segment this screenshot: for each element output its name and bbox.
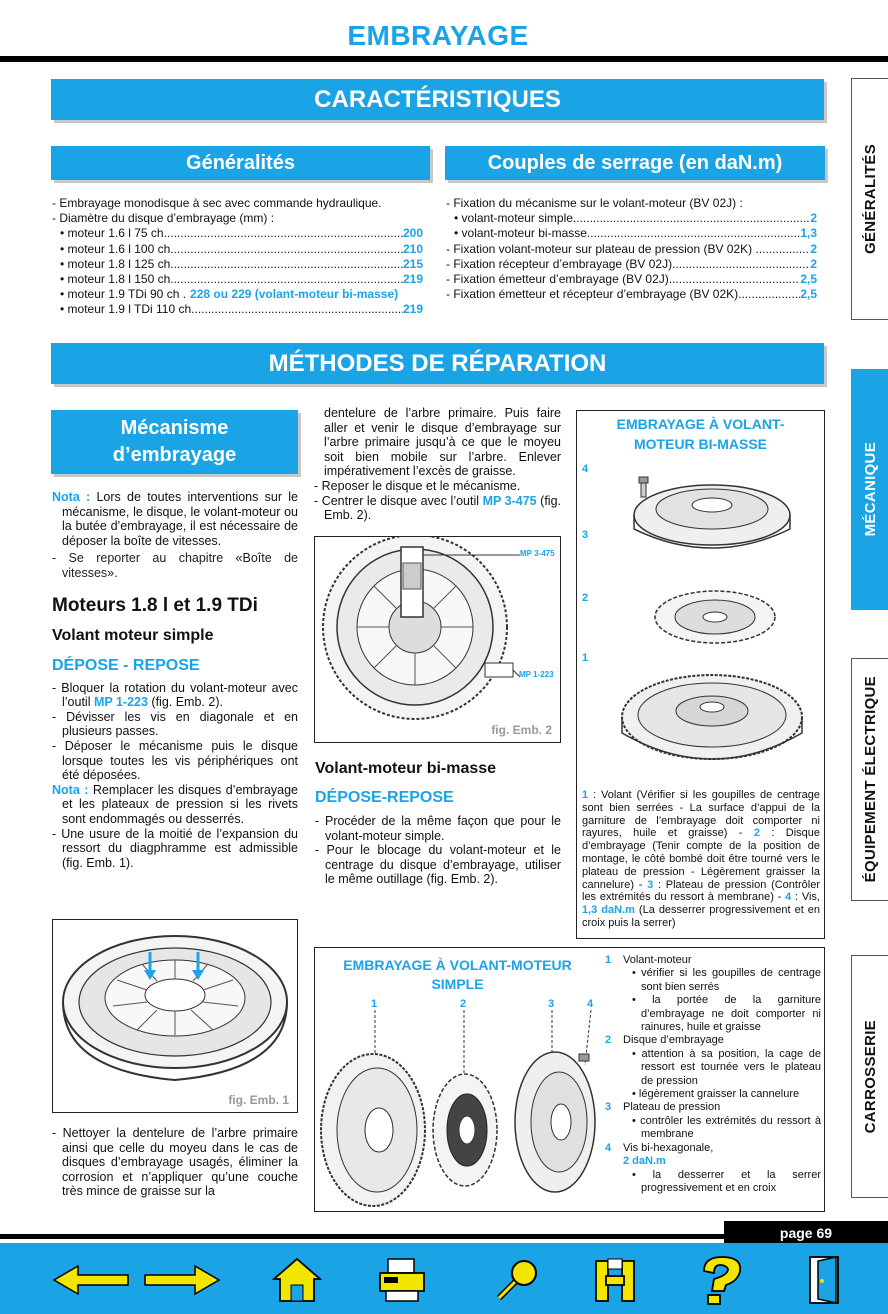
page-title: EMBRAYAGE (347, 20, 529, 51)
bimasse-torque: 1,3 daN.m (582, 904, 635, 917)
simple-legend-sub: • attention à sa position, la cage de ressort est tournée vers le plateau de pression (632, 1047, 821, 1087)
bimasse-title-1: EMBRAYAGE À VOLANT- (616, 416, 785, 432)
search-icon[interactable] (494, 1257, 542, 1303)
box-simple (314, 947, 825, 1212)
gen-line2: - Diamètre du disque d’embrayage (mm) : (52, 211, 275, 226)
bimasse-num-1: 1 (582, 652, 589, 664)
couples-list (446, 196, 817, 302)
gen-item-value: 219 (402, 272, 423, 287)
moteurs-heading: Moteurs 1.8 l et 1.9 TDi (52, 594, 258, 616)
help-icon[interactable] (692, 1255, 748, 1305)
gen-item-value: 215 (402, 256, 423, 271)
section-caracteristiques: CARACTÉRISTIQUES (51, 79, 824, 120)
fig2-caption: fig. Emb. 2 (491, 723, 552, 737)
simple-num-2: 2 (460, 998, 467, 1010)
tab-mecanique[interactable]: MÉCANIQUE (851, 369, 888, 610)
simple-legend-num: 3 (605, 1101, 612, 1114)
simple-legend-num: 4 (605, 1141, 612, 1154)
heading-generalites: Généralités (51, 146, 430, 180)
gen-item-label: • moteur 1.8 l 150 ch (60, 272, 171, 287)
middle-column-top (314, 406, 561, 523)
bimasse-legend-text: : Vis, (791, 891, 820, 904)
simple-legend-sub: • la desserrer et la serrer progressivement et en croix (632, 1168, 821, 1194)
couple-item-value: 2 (810, 211, 817, 226)
bimasse-legend-text: : Volant (Vérifier si les goupilles de centrage sont bien serrées - La surface d’appui de la garniture de l’embrayage doit comporter ni rayures, huile et graisse) - (582, 789, 820, 840)
header-rule (0, 56, 888, 62)
couple-item (446, 211, 817, 226)
simple-legend-sub: • la portée de la garniture d’embrayage ne doit comporter ni rainures, huile et graisse (632, 994, 821, 1034)
arrow-left-icon[interactable] (52, 1263, 130, 1297)
gen-item (60, 287, 423, 302)
couple-item-label: • volant-moteur bi-masse (454, 226, 587, 241)
couple-item (446, 272, 817, 287)
couple-item-value: 1,3 (800, 226, 817, 241)
simple-legend-sub: • vérifier si les goupilles de centrage sont bien serrés (632, 967, 821, 993)
box-bimasse (576, 410, 825, 939)
left-column (52, 490, 298, 870)
centering-tool-illustration (315, 537, 559, 741)
step-nettoyer: - Nettoyer la dentelure de l’arbre primaire ainsi que celle du moyeu dans le cas de disques d’embrayage usagés, éliminer la corrosion et n’appliquer qu’une couche très mince de graisse sur la (52, 1126, 298, 1199)
gen-item-label: • moteur 1.9 l TDi 110 ch (60, 302, 192, 317)
bimasse-legend-num: 4 (785, 891, 792, 904)
bimasse-legend (582, 789, 820, 930)
index-icon[interactable] (592, 1257, 640, 1303)
couple-item-label: - Fixation émetteur d’embrayage (BV 02J) (446, 272, 669, 287)
bimasse-exploded-illustration (587, 457, 817, 783)
fig2-label-mp1223: MP 1-223 (519, 670, 554, 679)
heading-mecanisme: Mécanisme d’embrayage (51, 410, 298, 474)
simple-legend-item (605, 954, 821, 1034)
page-number: page 69 (724, 1221, 888, 1245)
couple-item (446, 287, 817, 302)
simple-num-1: 1 (371, 998, 378, 1010)
bimasse-heading: Volant-moteur bi-masse (315, 760, 497, 777)
simple-legend-item (605, 1101, 821, 1141)
simple-legend-title: Plateau de pression (623, 1101, 721, 1114)
bimasse-legend-text: : Disque d’embrayage (Tenir compte de la position de montage, le côté bombé doit être tourné vers le plateau de pression - Légèrement graisser la cannelure) - (582, 827, 821, 891)
bimasse-depose-heading: DÉPOSE-REPOSE (315, 789, 454, 806)
generalites-list (52, 196, 423, 318)
step-blocage: - Pour le blocage du volant-moteur et le centrage du disque d’embrayage, utiliser le même outillage (fig. Emb. 2). (315, 843, 561, 887)
bimasse-num-2: 2 (582, 592, 589, 604)
couple-item-value: 2 (810, 241, 817, 256)
simple-legend-title: Volant-moteur (623, 954, 692, 966)
figure-emb-1 (52, 919, 298, 1113)
gen-item-value: 210 (402, 241, 423, 256)
volant-simple-heading: Volant moteur simple (52, 626, 214, 644)
depose-repose-heading: DÉPOSE - REPOSE (52, 656, 200, 674)
simple-num-3: 3 (548, 998, 555, 1010)
exit-icon[interactable] (806, 1255, 842, 1305)
bimasse-num-3: 3 (582, 529, 589, 541)
pressure-plate-illustration (53, 920, 296, 1110)
section-methodes: MÉTHODES DE RÉPARATION (51, 343, 824, 384)
couples-line1: - Fixation du mécanisme sur le volant-moteur (BV 02J) : (446, 196, 743, 210)
gen-line1: - Embrayage monodisque à sec avec commande hydraulique. (52, 196, 382, 210)
tab-carrosserie[interactable]: CARROSSERIE (851, 955, 888, 1198)
couple-item-value: 2,5 (800, 287, 817, 302)
gen-item (60, 302, 423, 317)
bimasse-legend-text: : Plateau de pression (Contrôler les extrémités du ressort à membrane) - (582, 878, 820, 904)
couple-item-label: - Fixation volant-moteur sur plateau de pression (BV 02K) .. (446, 241, 763, 256)
heading-couples: Couples de serrage (en daN.m) (445, 146, 825, 180)
gen-item (60, 257, 423, 272)
gen-item (60, 272, 423, 287)
middle-column-bottom (315, 760, 561, 887)
simple-num-4: 4 (587, 998, 594, 1010)
figure-emb-2 (314, 536, 561, 743)
simple-legend-item (605, 1142, 821, 1196)
couple-item-label: • volant-moteur simple (454, 211, 573, 226)
nota-2: Nota : Remplacer les disques d’embrayage et les plateaux de pression si les rivets sont endommagés ou desserrés. (52, 782, 298, 826)
gen-item-value: 219 (402, 302, 423, 317)
fig2-label-mp3475: MP 3-475 (520, 549, 555, 558)
simple-legend-title: Disque d’embrayage (623, 1034, 724, 1047)
gen-item-label: • moteur 1.6 l 75 ch (60, 226, 164, 241)
gen-item-label: • moteur 1.8 l 125 ch (60, 256, 171, 271)
bimasse-legend-num: 2 (753, 827, 760, 840)
step-usure: - Une usure de la moitié de l’expansion du ressort du diagphramme est admissible (fig. Emb. 1). (52, 826, 298, 870)
simple-legend-sub: • contrôler les extrémités du ressort à membrane (632, 1114, 821, 1141)
simple-legend-sub: • légèrement graisser la cannelure (632, 1088, 800, 1101)
couple-item (446, 226, 817, 241)
bimasse-legend-num: 3 (647, 878, 654, 891)
gen-item-label: • moteur 1.9 TDi 90 ch . (60, 287, 187, 302)
gen-item-value: 228 ou 229 (volant-moteur bi-masse) (190, 287, 399, 302)
home-icon[interactable] (272, 1257, 322, 1303)
screw-shape (639, 477, 648, 497)
arrow-right-icon[interactable] (143, 1263, 221, 1297)
step-devisser: - Dévisser les vis en diagonale et en plusieurs passes. (52, 709, 298, 739)
step-reposer: - Reposer le disque et le mécanisme. (314, 478, 521, 493)
navigation-bar (0, 1243, 888, 1314)
simple-legend-num: 1 (605, 954, 612, 966)
couple-item-label: - Fixation récepteur d’embrayage (BV 02J) (446, 256, 673, 271)
simple-exploded-illustration (317, 1010, 607, 1210)
print-icon[interactable] (378, 1257, 426, 1303)
couple-item-label: - Fixation émetteur et récepteur d’embrayage (BV 02K).... (446, 287, 752, 302)
tab-equipement-electrique[interactable]: ÉQUIPEMENT ÉLECTRIQUE (851, 658, 888, 901)
nota-1: Nota : Lors de toutes interventions sur le mécanisme, le disque, le volant-moteur ou la butée d’embrayage, il est nécessaire de déposer la boîte de vitesses. (52, 490, 298, 548)
simple-title-1: EMBRAYAGE À VOLANT-MOTEUR (343, 957, 572, 973)
bimasse-legend-tail: (La desserrer progressivement et en croix puis la serrer) (582, 904, 820, 929)
couple-item-value: 2 (810, 256, 817, 271)
simple-legend (605, 954, 821, 1195)
reporter-text: - Se reporter au chapitre «Boîte de vitesses». (52, 551, 298, 580)
gen-item-label: • moteur 1.6 l 100 ch (60, 241, 171, 256)
simple-title-2: SIMPLE (431, 976, 484, 992)
bimasse-legend-num: 1 (582, 789, 589, 801)
dentelure-cont: dentelure de l’arbre primaire. Puis faire aller et venir le disque d’embrayage sur l’arbre primaire jusqu’à ce que le moyeu soit bien mobile sur l’arbre. Enlever impérativement l’excès de graisse. (324, 406, 561, 479)
step-centrer: - Centrer le disque avec l’outil MP 3-475 (fig. Emb. 2). (314, 493, 562, 523)
step-deposer: - Déposer le mécanisme puis le disque lorsque toutes les vis périphériques ont été déposées. (52, 738, 298, 783)
simple-legend-torque: 2 daN.m (623, 1155, 666, 1168)
gen-item (60, 226, 423, 241)
gen-item-value: 200 (402, 226, 423, 241)
couple-item (446, 257, 817, 272)
simple-legend-num: 2 (605, 1034, 612, 1047)
fig1-caption: fig. Emb. 1 (228, 1093, 289, 1107)
bimasse-title-2: MOTEUR BI-MASSE (634, 436, 767, 452)
step-bloquer: - Bloquer la rotation du volant-moteur avec l’outil MP 1-223 (fig. Emb. 2). (52, 680, 298, 710)
couple-item (446, 242, 817, 257)
couple-item-value: 2,5 (800, 272, 817, 287)
simple-legend-item (605, 1034, 821, 1101)
gen-item (60, 242, 423, 257)
tab-generalites[interactable]: GÉNÉRALITÉS (851, 78, 888, 320)
bimasse-num-4: 4 (582, 463, 589, 475)
step-proceder: - Procéder de la même façon que pour le volant-moteur simple. (315, 814, 561, 843)
simple-legend-title: Vis bi-hexagonale, (623, 1141, 714, 1154)
